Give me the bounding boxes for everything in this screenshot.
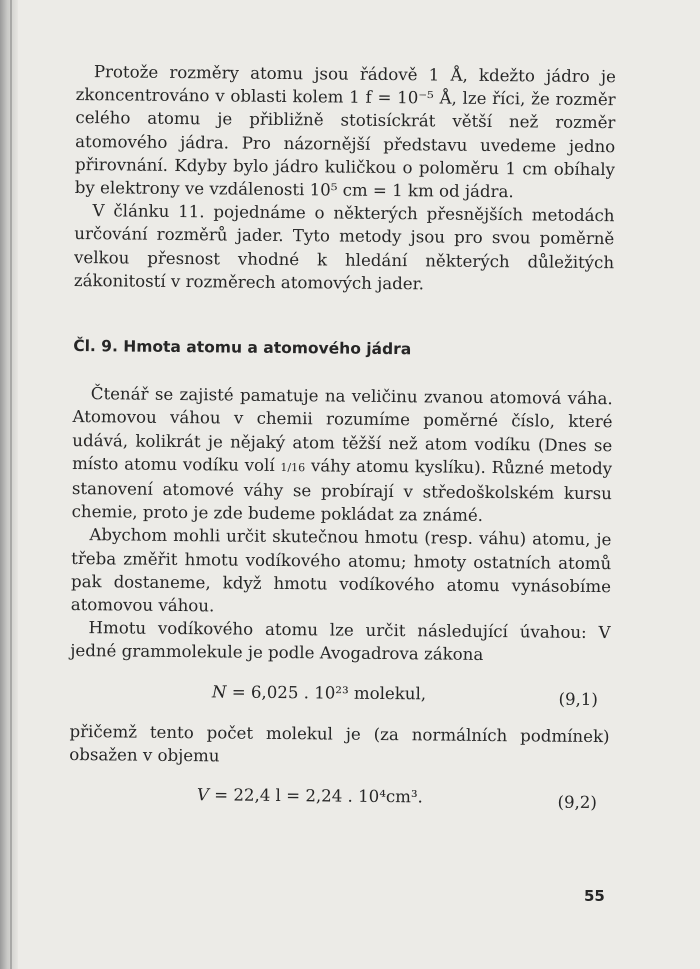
paragraph-atom-size: Protože rozměry atomu jsou řádově 1 Å, kdežto jádro je zkoncentrováno v oblasti kolem 1 f = 10⁻⁵ Å, lze říci, že rozměr celého atomu je přibližně stotisíckrát větší než rozměr atomového jádra. Pro názornější představu uvedeme jedno přirovnání. Kdyby bylo jádro kuličkou o poloměru 1 cm obíhaly by elektrony ve vzdálenosti 10⁵ cm = 1 km od jádra.: [74, 62, 616, 202]
page-gutter-shadow: [0, 0, 18, 969]
paragraph-atomic-weight-part1: Čtenář se zajisté pamatuje na veličinu zvanou atomová váha. Atomovou váhou v chemii rozumíme poměrné číslo, které udává, kolikrát je nějaký atom těžší než atom vodíku (Dnes se místo atomu vodíku volí: [72, 384, 613, 475]
equation-9-2-variable: V: [196, 785, 210, 805]
paragraph-volume: přičemž tento počet molekul je (za normálních podmínek) obsažen v objemu: [69, 721, 610, 766]
equation-9-1-variable: N: [211, 682, 227, 702]
page-text-block: [69, 60, 616, 828]
equation-9-1: [70, 679, 610, 707]
equation-9-2: [69, 782, 609, 813]
paragraph-real-mass: Abychom mohli určit skutečnou hmotu (resp. váhu) atomu, je třeba změřit hmotu vodíkového atomu; hmoty ostatních atomů pak dostaneme, když hmotu vodíkového atomu vynásobíme atomovou váhou.: [70, 525, 612, 616]
binding-edge: [10, 0, 12, 969]
equation-9-2-number: (9,2): [557, 792, 597, 813]
paragraph-hydrogen-mass: Hmotu vodíkového atomu lze určit následující úvahou: V jedné grammolekule je podle Avogadrova zákona: [70, 618, 611, 665]
equation-9-1-body: [212, 680, 426, 705]
equation-9-1-number: (9,1): [558, 689, 598, 709]
equation-9-1-expression: = 6,025 . 10²³ molekul,: [226, 682, 427, 704]
section-heading: Čl. 9. Hmota atomu a atomového jádra: [73, 337, 412, 359]
page-number: 55: [584, 887, 605, 905]
fraction-one-sixteenth: 1/16: [280, 460, 306, 475]
paragraph-article-11: V článku 11. pojednáme o některých přesnějších metodách určování rozměrů jader. Tyto metody jsou pro svou poměrně velkou přesnost vhodné k hledání některých důležitých zákonitostí v rozměrech atomových jader.: [73, 201, 615, 294]
paragraph-atomic-weight-part2: váhy atomu kyslíku). Různé metody stanovení atomové váhy se probírají v středoškolském kursu chemie, proto je zde budeme pokládat za známé.: [71, 456, 613, 526]
equation-9-2-expression: = 22,4 l = 2,24 . 10⁴cm³.: [208, 785, 423, 807]
equation-9-2-body: [197, 783, 423, 808]
paragraph-atomic-weight: [72, 382, 613, 528]
